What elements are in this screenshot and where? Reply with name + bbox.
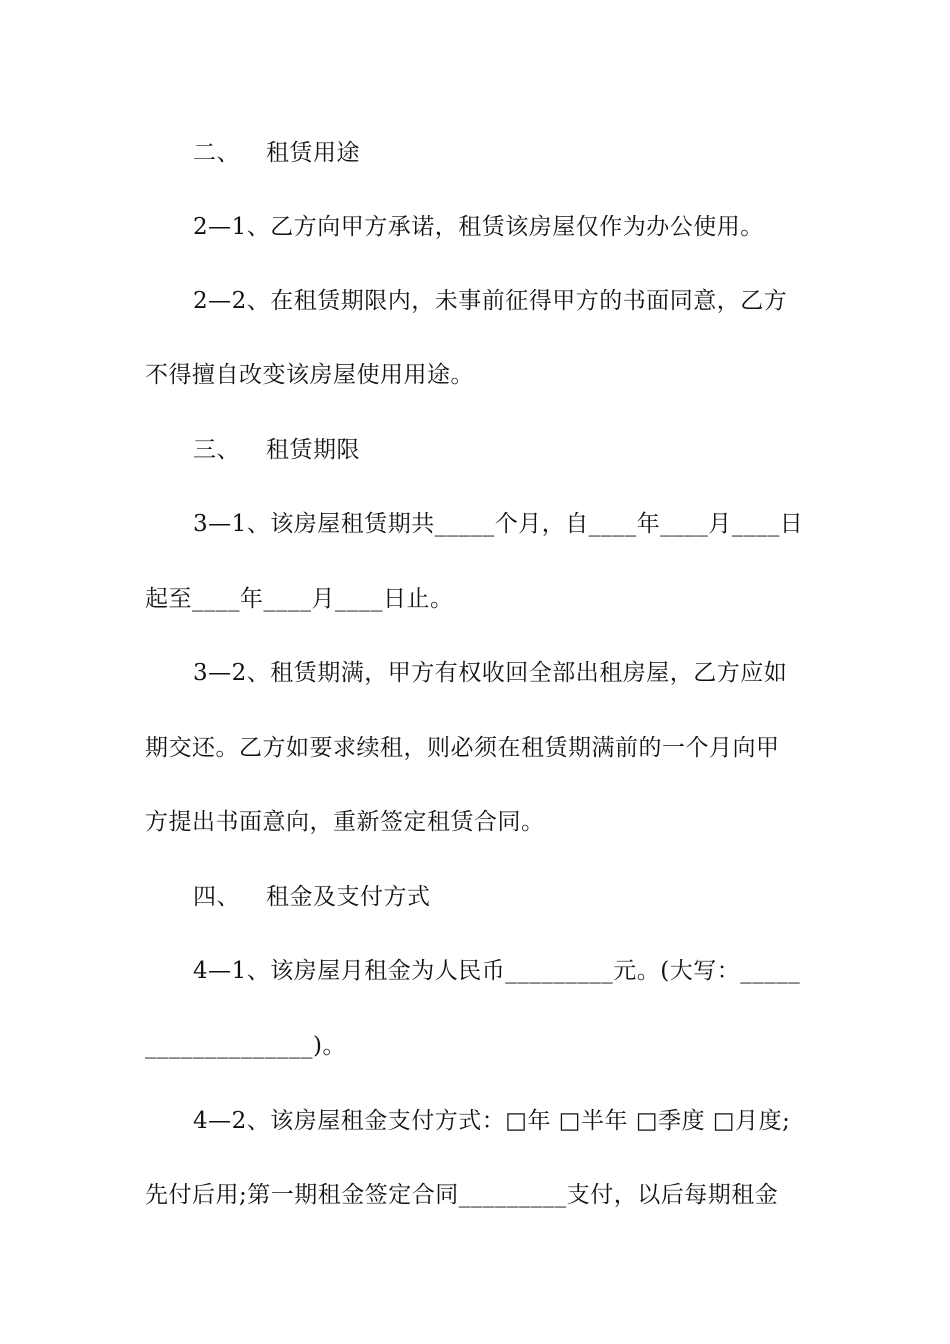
clause-3-2-line-3: 方提出书面意向，重新签定租赁合同。 [145, 809, 545, 835]
clause-2-1: 2—1、乙方向甲方承诺，租赁该房屋仅作为办公使用。 [193, 214, 764, 240]
clause-3-1-line-1: 3—1、该房屋租赁期共_____个月，自____年____月____日 [193, 511, 804, 537]
clause-4-1-line-1: 4—1、该房屋月租金为人民币_________元。(大写：_____ [193, 958, 801, 984]
section-3-number: 三、 [193, 437, 240, 463]
clause-4-2-line-1: 4—2、该房屋租金支付方式：□年 □半年 □季度 □月度; [193, 1108, 791, 1134]
section-4-heading [193, 882, 431, 912]
clause-3-2-line-1: 3—2、租赁期满，甲方有权收回全部出租房屋，乙方应如 [193, 660, 788, 686]
section-3-heading [193, 435, 360, 465]
section-2-number: 二、 [193, 140, 240, 166]
section-2-title: 租赁用途 [266, 140, 360, 166]
clause-3-1-line-2: 起至____年____月____日止。 [145, 586, 454, 612]
section-4-title: 租金及支付方式 [266, 884, 431, 910]
clause-4-2-line-2: 先付后用;第一期租金签定合同_________支付，以后每期租金 [145, 1182, 779, 1208]
clause-2-2-line-1: 2—2、在租赁期限内，未事前征得甲方的书面同意，乙方 [193, 288, 788, 314]
clause-4-1-line-2: ______________)。 [145, 1033, 346, 1059]
clause-3-2-line-2: 期交还。乙方如要求续租，则必须在租赁期满前的一个月向甲 [145, 735, 780, 761]
section-3-title: 租赁期限 [266, 437, 360, 463]
section-4-number: 四、 [193, 884, 240, 910]
clause-2-2-line-2: 不得擅自改变该房屋使用用途。 [145, 362, 474, 388]
section-2-heading [193, 138, 360, 168]
